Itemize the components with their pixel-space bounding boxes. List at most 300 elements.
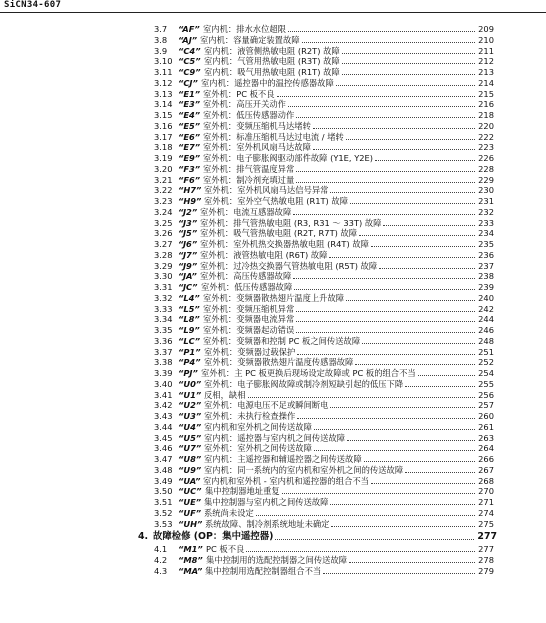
toc-dot-leader <box>405 386 475 387</box>
toc-error-code: “U8” <box>178 454 202 464</box>
toc-entry-title: 室外机：液管热敏电阻 (R6T) 故障 <box>200 249 328 260</box>
toc-error-code: “PJ” <box>178 368 198 378</box>
toc-entry[interactable] <box>0 304 546 315</box>
toc-page-number: 251 <box>478 346 494 357</box>
toc-entry-title: 室外机：低压传感器动作 <box>203 110 295 120</box>
toc-error-code: “J3” <box>178 217 198 228</box>
toc-page-number: 263 <box>478 432 494 443</box>
toc-page-number: 216 <box>478 99 494 110</box>
toc-entry-number: 4.3 <box>154 565 168 576</box>
toc-error-code: “JA” <box>178 271 197 282</box>
toc-error-code: “L4” <box>178 292 200 303</box>
toc-entry-title: 室内机和室外机之间传送故障 <box>204 421 312 432</box>
toc-page-number: 275 <box>478 518 494 529</box>
toc-section-row[interactable] <box>0 529 546 544</box>
toc-error-code: “E7” <box>178 142 201 153</box>
toc-dot-leader <box>293 214 475 215</box>
toc-entry-number: 4.1 <box>154 544 168 555</box>
toc-entry-number: 3.32 <box>154 292 173 303</box>
toc-entry-number: 3.18 <box>154 142 173 153</box>
toc-error-code: “UA” <box>178 475 201 486</box>
toc-entry[interactable] <box>0 142 546 153</box>
toc-entry[interactable] <box>0 357 546 368</box>
toc-entry-number: 3.39 <box>154 368 173 378</box>
toc-entry[interactable] <box>0 443 546 454</box>
toc-dot-leader <box>293 278 475 279</box>
toc-entry-number: 3.37 <box>154 346 173 357</box>
toc-error-code: “E5” <box>178 120 201 131</box>
toc-error-code: “AF” <box>178 24 200 34</box>
toc-entry-number: 3.41 <box>154 389 173 400</box>
toc-dot-leader <box>296 171 475 172</box>
toc-error-code: “UE” <box>178 497 202 507</box>
toc-entry-title: 室外机：主 PC 板更换后现场设定故障或 PC 板的组合不当 <box>201 368 416 378</box>
toc-dot-leader <box>336 85 475 86</box>
toc-entry-title: 室外机：吸气管热敏电阻 (R2T, R7T) 故障 <box>200 228 358 239</box>
toc-error-code: “J6” <box>178 239 198 249</box>
toc-entry[interactable] <box>0 153 546 164</box>
toc-dot-leader <box>379 268 475 269</box>
toc-entry-number: 3.49 <box>154 475 173 486</box>
toc-entry-number: 3.25 <box>154 217 173 228</box>
toc-error-code: “M1” <box>178 544 203 555</box>
toc-entry-number: 3.13 <box>154 88 173 99</box>
toc-entry-title: 室外机：高压开关动作 <box>203 99 286 110</box>
toc-entry-number: 3.33 <box>154 303 173 314</box>
toc-error-code: “H7” <box>178 185 202 196</box>
toc-error-code: “J7” <box>178 249 198 260</box>
toc-entry-title: 室内机：气管用热敏电阻 (R3T) 故障 <box>204 56 340 67</box>
toc-entry-number: 3.12 <box>154 77 173 88</box>
toc-error-code: “UH” <box>178 518 203 529</box>
toc-dot-leader <box>355 364 475 365</box>
toc-entry[interactable] <box>0 218 546 229</box>
toc-entry-title: 室外机：室外机之间传送故障 <box>204 443 312 454</box>
toc-entry-title: 室外机：变频器过载保护 <box>204 346 296 357</box>
toc-entry[interactable] <box>0 132 546 143</box>
toc-entry-title: 系统故障、制冷剂系统地址未确定 <box>205 518 330 529</box>
toc-entry-number: 3.40 <box>154 378 173 389</box>
toc-entry-number: 3.26 <box>154 228 173 239</box>
toc-entry-number: 3.28 <box>154 249 173 260</box>
toc-error-code: “L8” <box>178 314 200 325</box>
toc-error-code: “L9” <box>178 325 200 335</box>
toc-entry-number: 3.46 <box>154 443 173 454</box>
toc-dot-leader <box>277 96 475 97</box>
toc-dot-leader <box>248 397 475 398</box>
toc-entry-number: 3.10 <box>154 56 173 67</box>
toc-entry-number: 3.8 <box>154 34 168 45</box>
toc-error-code: “C4” <box>178 45 201 56</box>
toc-entry-number: 3.35 <box>154 325 173 335</box>
toc-entry[interactable] <box>0 196 546 207</box>
toc-entry[interactable] <box>0 454 546 465</box>
toc-entry-number: 3.21 <box>154 174 173 185</box>
toc-entry-title: 室外机：过冷热交换器气管热敏电阻 (R5T) 故障 <box>200 260 378 271</box>
toc-page-number: 215 <box>478 88 494 99</box>
toc-entry-title: 室外机：未执行检查操作 <box>204 411 296 421</box>
toc-entry-title: 室内机：容量确定装置故障 <box>200 34 300 45</box>
toc-entry-title: 室外机：电流互感器故障 <box>200 206 292 217</box>
toc-entry-title: 集中控制器地址重复 <box>205 486 280 497</box>
toc-entry[interactable] <box>0 24 546 35</box>
toc-page-number: 220 <box>478 120 494 131</box>
toc-dot-leader <box>246 551 475 552</box>
toc-entry-number: 3.17 <box>154 131 173 142</box>
toc-entry[interactable] <box>0 261 546 272</box>
toc-dot-leader <box>362 343 475 344</box>
toc-entry[interactable] <box>0 411 546 422</box>
toc-entry[interactable] <box>0 185 546 196</box>
toc-entry[interactable] <box>0 497 546 508</box>
toc-entry[interactable] <box>0 433 546 444</box>
toc-dot-leader <box>342 63 475 64</box>
toc-entry[interactable] <box>0 46 546 57</box>
toc-entry[interactable] <box>0 175 546 186</box>
toc-error-code: “MA” <box>178 565 203 576</box>
toc-entry-title: 室外机：变频器散热翅片温度传感器故障 <box>204 357 354 368</box>
toc-error-code: “C5” <box>178 56 201 67</box>
toc-dot-leader <box>342 53 475 54</box>
toc-page-number: 239 <box>478 282 494 292</box>
toc-dot-leader <box>330 407 475 408</box>
toc-dot-leader <box>350 203 475 204</box>
toc-entry-number: 3.24 <box>154 206 173 217</box>
toc-entry-number: 3.50 <box>154 486 173 497</box>
toc-error-code: “E3” <box>178 99 201 110</box>
toc-entry-title: 室内机：吸气用热敏电阻 (R1T) 故障 <box>204 67 340 77</box>
toc-entry-number: 3.9 <box>154 45 168 56</box>
toc-dot-leader <box>323 573 475 574</box>
toc-entry-title: 室内机：排水水位超限 <box>203 24 286 34</box>
toc-entry-title: 室外机：变频器和控制 PC 板之间传送故障 <box>203 335 361 346</box>
toc-entry-number: 3.14 <box>154 99 173 110</box>
toc-error-code: “P4” <box>178 357 201 368</box>
toc-error-code: “C9” <box>178 67 201 77</box>
toc-entry[interactable] <box>0 566 546 577</box>
toc-entry-title: 室外机：变频压缩机异常 <box>203 303 295 314</box>
toc-dot-leader <box>371 483 475 484</box>
toc-entry-number: 3.31 <box>154 282 173 292</box>
toc-entry-number: 3.23 <box>154 196 173 206</box>
toc-dot-leader <box>346 300 475 301</box>
toc-page-number: 218 <box>478 110 494 120</box>
toc-dot-leader <box>282 493 475 494</box>
toc-entry-number: 3.34 <box>154 314 173 325</box>
toc-entry[interactable] <box>0 293 546 304</box>
toc-dot-leader <box>296 321 475 322</box>
toc-entry[interactable] <box>0 271 546 282</box>
toc-dot-leader <box>347 440 475 441</box>
toc-entry-number: 3.42 <box>154 400 173 411</box>
toc-entry-number: 3.48 <box>154 464 173 475</box>
toc-error-code: “U4” <box>178 421 202 432</box>
toc-page-number: 248 <box>478 335 494 346</box>
toc-page-number: 274 <box>478 507 494 518</box>
toc-entry-number: 3.53 <box>154 518 173 529</box>
toc-entry-title: 室内机：液管侧热敏电阻 (R2T) 故障 <box>204 45 340 56</box>
toc-error-code: “U9” <box>178 464 202 475</box>
toc-entry-number: 4. <box>138 531 149 543</box>
toc-entry[interactable] <box>0 465 546 476</box>
toc-error-code: “UF” <box>178 507 202 518</box>
toc-entry-title: 室外机：电源电压不足或瞬间断电 <box>204 400 329 411</box>
toc-entry-title: 室外机：变频压缩机马达堵转 <box>203 120 311 131</box>
toc-page-number: 254 <box>478 368 494 378</box>
toc-entry-title: 室外机：低压传感器故障 <box>201 282 293 292</box>
toc-page-number: 235 <box>478 239 494 249</box>
toc-dot-leader <box>346 139 475 140</box>
toc-entry-title: 室外机：变频器散热翅片温度上升故障 <box>203 292 345 303</box>
toc-entry-number: 3.29 <box>154 260 173 271</box>
toc-page-number: 214 <box>478 77 494 88</box>
toc-dot-leader <box>296 332 475 333</box>
toc-entry-number: 3.15 <box>154 110 173 120</box>
toc-page-number: 278 <box>478 555 494 565</box>
toc-error-code: “U3” <box>178 411 202 421</box>
toc-dot-leader <box>313 128 475 129</box>
toc-page-number: 238 <box>478 271 494 282</box>
toc-entry-title: 室外机：室外机风扇马达信号异常 <box>204 185 329 196</box>
toc-entry-title: 室外机：制冷剂充填过量 <box>203 174 295 185</box>
toc-page-number: 277 <box>478 544 494 555</box>
toc-dot-leader <box>405 472 475 473</box>
toc-entry-number: 3.36 <box>154 335 173 346</box>
toc-error-code: “E9” <box>178 153 201 163</box>
toc-dot-leader <box>375 160 475 161</box>
toc-entry[interactable] <box>0 164 546 175</box>
toc-entry-title: 室外机：PC 板不良 <box>203 88 275 99</box>
toc-page-number: 223 <box>478 142 494 153</box>
toc-entry-title: 室内机：遥控器与室内机之间传送故障 <box>204 432 346 443</box>
toc-entry-title: 室外机：变频器起动错误 <box>203 325 295 335</box>
toc-page-number: 230 <box>478 185 494 196</box>
toc-entry-number: 4.2 <box>154 555 168 565</box>
toc-entry-number: 3.45 <box>154 432 173 443</box>
toc-dot-leader <box>359 235 475 236</box>
toc-entry[interactable] <box>0 400 546 411</box>
toc-entry-number: 3.43 <box>154 411 173 421</box>
toc-entry-title: 反相，缺相 <box>204 389 246 400</box>
toc-entry-number: 3.22 <box>154 185 173 196</box>
toc-entry[interactable] <box>0 390 546 401</box>
toc-entry[interactable] <box>0 422 546 433</box>
toc-entry[interactable] <box>0 508 546 519</box>
toc-entry[interactable] <box>0 282 546 293</box>
toc-error-code: “U2” <box>178 400 202 411</box>
toc-entry[interactable] <box>0 555 546 566</box>
toc-page-number: 210 <box>478 34 494 45</box>
toc-entry[interactable] <box>0 347 546 358</box>
toc-dot-leader <box>330 192 475 193</box>
toc-error-code: “CJ” <box>178 77 198 88</box>
toc-entry-number: 3.52 <box>154 507 173 518</box>
toc-entry[interactable] <box>0 336 546 347</box>
toc-entry[interactable] <box>0 239 546 250</box>
toc-entry-title: 室外机：室外空气热敏电阻 (R1T) 故障 <box>204 196 349 206</box>
toc-entry-title: 室外机：室外机热交换器热敏电阻 (R4T) 故障 <box>200 239 369 249</box>
toc-entry[interactable] <box>0 368 546 379</box>
toc-dot-leader <box>331 526 475 527</box>
toc-entry[interactable] <box>0 519 546 530</box>
toc-page-number: 277 <box>477 531 497 543</box>
toc-entry-number: 3.20 <box>154 163 173 174</box>
toc-entry-number: 3.44 <box>154 421 173 432</box>
toc-entry[interactable] <box>0 67 546 78</box>
toc-error-code: “H9” <box>178 196 202 206</box>
toc-entry[interactable] <box>0 78 546 89</box>
toc-entry-title: 室内机和室外机 - 室内机和遥控器的组合不当 <box>203 475 369 486</box>
toc-entry-title: 室内机：主遥控器和辅遥控器之间传送故障 <box>204 454 362 464</box>
toc-entry-title: 集中控制器与室内机之间传送故障 <box>204 497 329 507</box>
toc-dot-leader <box>330 504 475 505</box>
toc-page-number: 234 <box>478 228 494 239</box>
toc-page-number: 242 <box>478 303 494 314</box>
toc-page-number: 236 <box>478 249 494 260</box>
toc-page-number: 213 <box>478 67 494 77</box>
toc-dot-leader <box>294 289 475 290</box>
toc-page-number: 209 <box>478 24 494 34</box>
toc-error-code: “L5” <box>178 303 200 314</box>
toc-entry[interactable] <box>0 99 546 110</box>
toc-entry[interactable] <box>0 476 546 487</box>
toc-entry[interactable] <box>0 250 546 261</box>
toc-error-code: “E6” <box>178 131 201 142</box>
toc-page-number: 211 <box>478 45 494 56</box>
toc-dot-leader <box>296 117 475 118</box>
toc-entry-number: 3.51 <box>154 497 173 507</box>
toc-error-code: “UC” <box>178 486 202 497</box>
toc-page-number: 260 <box>478 411 494 421</box>
toc-page-number: 244 <box>478 314 494 325</box>
toc-entry-number: 3.38 <box>154 357 173 368</box>
toc-page-number: 256 <box>478 389 494 400</box>
toc-page-number: 270 <box>478 486 494 497</box>
toc-page-number: 266 <box>478 454 494 464</box>
toc-entry-number: 3.47 <box>154 454 173 464</box>
toc-error-code: “F6” <box>178 174 201 185</box>
toc-error-code: “JC” <box>178 282 198 292</box>
toc-entry-number: 3.27 <box>154 239 173 249</box>
toc-dot-leader <box>364 461 475 462</box>
toc-entry-title: 室外机：电子膨胀阀故障或制冷剂短缺引起的低压下降 <box>204 378 404 389</box>
toc-dot-leader <box>288 106 475 107</box>
toc-entry[interactable] <box>0 207 546 218</box>
toc-entry[interactable] <box>0 314 546 325</box>
toc-error-code: “E4” <box>178 110 201 120</box>
toc-error-code: “J2” <box>178 206 198 217</box>
toc-entry-title: 室外机：电子膨胀阀驱动部件故障 (Y1E, Y2E) <box>203 153 374 163</box>
toc-error-code: “E1” <box>178 88 201 99</box>
toc-page-number: 228 <box>478 163 494 174</box>
toc-entry-title: 集中控制用的选配控制器之间传送故障 <box>206 555 348 565</box>
toc-page-number: 233 <box>478 217 494 228</box>
toc-page-number: 257 <box>478 400 494 411</box>
toc-entry-number: 3.11 <box>154 67 173 77</box>
toc-dot-leader <box>314 450 475 451</box>
toc-page-number: 279 <box>478 565 494 576</box>
toc-page-number: 264 <box>478 443 494 454</box>
toc-error-code: “P1” <box>178 346 201 357</box>
toc-page-number: 268 <box>478 475 494 486</box>
toc-dot-leader <box>371 246 475 247</box>
toc-dot-leader <box>313 149 475 150</box>
toc-error-code: “U5” <box>178 432 202 443</box>
toc-page-number: 232 <box>478 206 494 217</box>
toc-entry-title: 室外机：室外机风扇马达故障 <box>203 142 311 153</box>
toc-page-number: 271 <box>478 497 494 507</box>
toc-entry-number: 3.19 <box>154 153 173 163</box>
toc-entry-number: 3.30 <box>154 271 173 282</box>
toc-error-code: “M8” <box>178 555 203 565</box>
toc-page-number: 212 <box>478 56 494 67</box>
toc-page-number: 222 <box>478 131 494 142</box>
toc-entry-title: 室内机：遥控器中的温控传感器故障 <box>201 77 334 88</box>
toc-page-number: 226 <box>478 153 494 163</box>
toc-page-number: 255 <box>478 378 494 389</box>
toc-dot-leader <box>383 225 475 226</box>
toc-entry-number: 3.7 <box>154 24 168 34</box>
toc-error-code: “J9” <box>178 260 198 271</box>
toc-entry[interactable] <box>0 486 546 497</box>
toc-dot-leader <box>256 515 475 516</box>
toc-dot-leader <box>296 182 475 183</box>
toc-dot-leader <box>275 539 474 540</box>
toc-entry[interactable] <box>0 56 546 67</box>
toc-entry[interactable] <box>0 325 546 336</box>
toc-error-code: “AJ” <box>178 34 198 45</box>
toc-entry[interactable] <box>0 544 546 555</box>
toc-entry-title: 室外机：排气管温度异常 <box>203 163 295 174</box>
toc-entry-title: 室外机：标准压缩机马达过电流 / 堵转 <box>203 131 344 142</box>
toc-entry[interactable] <box>0 35 546 46</box>
header-rule <box>0 12 546 13</box>
toc-dot-leader <box>297 418 475 419</box>
toc-entry-title: 系统尚未设定 <box>204 507 254 518</box>
toc-dot-leader <box>342 74 475 75</box>
toc-page-number: 229 <box>478 174 494 185</box>
toc-entry-title: 室外机：变频器电流异常 <box>203 314 295 325</box>
toc-entry-title: 室外机：排气管热敏电阻 (R3, R31 ～ 33T) 故障 <box>200 217 382 228</box>
toc-entry[interactable] <box>0 379 546 390</box>
toc-dot-leader <box>302 42 475 43</box>
toc-page-number: 246 <box>478 325 494 335</box>
toc-dot-leader <box>349 562 475 563</box>
toc-entry-title: 故障检修 (OP：集中遥控器) <box>153 531 274 543</box>
toc-entry-title: PC 板不良 <box>206 544 245 555</box>
table-of-contents <box>0 24 546 577</box>
toc-entry[interactable] <box>0 110 546 121</box>
toc-dot-leader <box>314 429 475 430</box>
document-code: SiCN34-607 <box>4 0 62 10</box>
toc-page-number: 267 <box>478 464 494 475</box>
toc-error-code: “J5” <box>178 228 198 239</box>
toc-dot-leader <box>296 311 475 312</box>
toc-entry[interactable] <box>0 228 546 239</box>
toc-error-code: “U0” <box>178 378 202 389</box>
toc-entry[interactable] <box>0 89 546 100</box>
toc-dot-leader <box>288 31 475 32</box>
toc-entry[interactable] <box>0 121 546 132</box>
toc-entry-title: 室内机：同一系统内的室内机和室外机之间的传送故障 <box>204 464 404 475</box>
toc-entry-title: 集中控制用选配控制器组合不当 <box>205 565 322 576</box>
toc-error-code: “LC” <box>178 335 201 346</box>
toc-dot-leader <box>329 257 475 258</box>
toc-entry-number: 3.16 <box>154 120 173 131</box>
toc-page-number: 231 <box>478 196 494 206</box>
toc-error-code: “U1” <box>178 389 202 400</box>
toc-page-number: 237 <box>478 260 494 271</box>
